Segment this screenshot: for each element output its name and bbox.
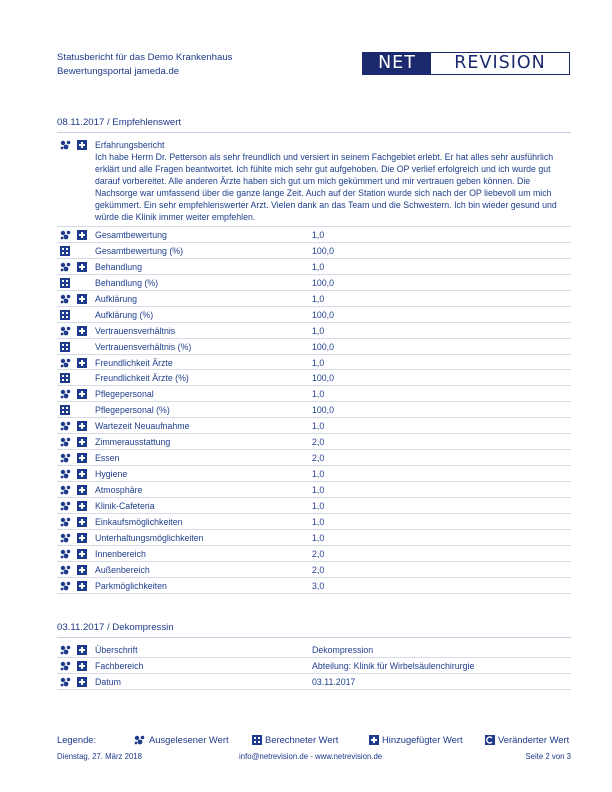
add-icon <box>77 549 87 559</box>
table-row <box>57 259 571 275</box>
table-row <box>57 418 571 434</box>
row-value: Abteilung: Klinik für Wirbelsäulenchirurgie <box>312 660 475 671</box>
row-label: Atmosphäre <box>95 485 143 495</box>
row-label: Hygiene <box>95 469 128 480</box>
add-icon <box>77 453 87 463</box>
table-row <box>57 482 571 498</box>
calculator-icon <box>60 405 70 415</box>
add-icon <box>77 358 87 368</box>
table-row <box>57 578 571 594</box>
row-label: Zimmerausstattung <box>95 437 171 448</box>
row-value: 1,0 <box>312 500 325 511</box>
row-label: Überschrift <box>95 645 138 655</box>
table-row <box>57 227 571 243</box>
row-label: Pflegepersonal (%) <box>95 405 170 416</box>
read-value-icon <box>60 645 72 655</box>
logo-net: NET <box>363 53 431 74</box>
add-icon <box>77 437 87 447</box>
table-row <box>57 450 571 466</box>
report-subtitle: Bewertungsportal jameda.de <box>57 66 180 77</box>
legend-read <box>134 734 229 745</box>
table-row <box>57 243 571 259</box>
add-icon <box>77 326 87 336</box>
read-value-icon <box>60 437 72 447</box>
row-value: 1,0 <box>312 485 325 495</box>
table-row <box>57 402 571 418</box>
row-label: Gesamtbewertung (%) <box>95 245 184 256</box>
calculator-icon <box>60 246 70 256</box>
section-title-2: 03.11.2017 / Dekompressin <box>57 622 174 633</box>
footer-page-number: Seite 2 von 3 <box>525 752 571 761</box>
row-value: 1,0 <box>312 469 325 480</box>
legend-read-label: Ausgelesener Wert <box>149 734 229 745</box>
table-row <box>57 291 571 307</box>
row-value: 2,0 <box>312 437 325 448</box>
row-value: 1,0 <box>312 389 325 400</box>
row-label: Klinik-Cafeteria <box>95 500 155 511</box>
add-icon <box>77 230 87 240</box>
row-value: 100,0 <box>312 373 335 384</box>
calculator-icon <box>252 735 262 745</box>
row-label: Innenbereich <box>95 548 146 559</box>
row-label: Behandlung (%) <box>95 277 159 288</box>
calculator-icon <box>60 278 70 288</box>
read-value-icon <box>60 469 72 479</box>
row-value: 100,0 <box>312 277 335 288</box>
read-value-icon <box>134 735 146 745</box>
row-value: 2,0 <box>312 453 325 464</box>
experience-report-row <box>57 137 571 227</box>
row-label: Freundlichkeit Ärzte <box>95 357 173 368</box>
report-title: Statusbericht für das Demo Krankenhaus <box>57 52 233 63</box>
read-value-icon <box>60 140 72 150</box>
add-icon <box>77 517 87 527</box>
row-label: Pflegepersonal <box>95 389 154 400</box>
row-value: Dekompression <box>312 645 374 655</box>
read-value-icon <box>60 661 72 671</box>
legend-changed <box>485 734 569 745</box>
row-label: Fachbereich <box>95 660 144 671</box>
row-value: 03.11.2017 <box>312 676 356 687</box>
table-row <box>57 642 571 658</box>
table-row <box>57 562 571 578</box>
calculator-icon <box>60 373 70 383</box>
row-value: 1,0 <box>312 421 325 432</box>
table-row <box>57 658 571 674</box>
read-value-icon <box>60 549 72 559</box>
read-value-icon <box>60 581 72 591</box>
row-value: 1,0 <box>312 532 325 543</box>
read-value-icon <box>60 501 72 511</box>
table-row <box>57 275 571 291</box>
logo-revision: REVISION <box>454 53 546 73</box>
row-label: Erfahrungsbericht <box>95 140 165 150</box>
table-row <box>57 498 571 514</box>
experience-report-text: Ich habe Herrn Dr. Petterson als sehr freundlich und versiert in seinem Fachgebiet erlebt. Er hat alles sehr ausführlich erklärt und alle Fragen beantwortet. Ich fühlte mich sehr gut aufgehoben. Die OP verlief erfolgreich und ich wurde gut darauf vorbereitet. Alle anderen Ärzte haben sich gut um mich gekümmert und mir vertrauen geben können. Die Nachsorge war umfassend über die ganze lange Zeit. Auch auf der Station wurde sich nach der OP liebevoll um mich gekümmert. Ein sehr empfehlenswerter Arzt. Vielen dank an das Team und die Schwestern. Ich bin wieder gesund und würde die Klinik immer weiter empfehlen. <box>95 152 557 222</box>
row-label: Unterhaltungsmöglichkeiten <box>95 532 204 543</box>
row-value: 2,0 <box>312 564 325 575</box>
legend-added <box>369 734 463 745</box>
read-value-icon <box>60 677 72 687</box>
section-divider <box>57 637 571 638</box>
changed-icon <box>485 735 495 745</box>
legend-calc-label: Berechneter Wert <box>265 734 339 745</box>
document-header <box>57 51 232 79</box>
row-label: Vertrauensverhältnis <box>95 325 176 336</box>
row-value: 100,0 <box>312 309 335 320</box>
add-icon <box>77 565 87 575</box>
read-value-icon <box>60 262 72 272</box>
read-value-icon <box>60 485 72 495</box>
add-icon <box>77 581 87 591</box>
section-1-rows <box>57 137 571 594</box>
add-icon <box>77 389 87 399</box>
section-2-rows <box>57 642 571 690</box>
read-value-icon <box>60 389 72 399</box>
legend-changed-label: Veränderter Wert <box>498 734 570 745</box>
read-value-icon <box>60 358 72 368</box>
row-label: Aufklärung <box>95 293 138 304</box>
read-value-icon <box>60 453 72 463</box>
section-title-1: 08.11.2017 / Empfehlenswert <box>57 117 182 128</box>
row-label: Gesamtbewertung <box>95 230 167 240</box>
row-label: Vertrauensverhältnis (%) <box>95 341 192 352</box>
read-value-icon <box>60 533 72 543</box>
add-icon <box>77 294 87 304</box>
row-label: Parkmöglichkeiten <box>95 580 167 591</box>
row-value: 100,0 <box>312 245 335 256</box>
row-label: Essen <box>95 453 120 464</box>
table-row <box>57 355 571 371</box>
read-value-icon <box>60 421 72 431</box>
row-label: Aufklärung (%) <box>95 309 154 320</box>
row-label: Außenbereich <box>95 564 150 575</box>
netrevision-logo <box>362 52 570 75</box>
row-value: 1,0 <box>312 293 325 304</box>
add-icon <box>77 661 87 671</box>
legend-calc <box>252 734 338 745</box>
table-row <box>57 514 571 530</box>
add-icon <box>77 262 87 272</box>
table-row <box>57 386 571 402</box>
row-value: 100,0 <box>312 341 335 352</box>
add-icon <box>77 645 87 655</box>
table-row <box>57 530 571 546</box>
footer-contact: info@netrevision.de - www.netrevision.de <box>239 752 383 761</box>
row-value: 100,0 <box>312 405 335 416</box>
add-icon <box>77 421 87 431</box>
row-label: Datum <box>95 676 121 687</box>
add-icon <box>77 485 87 495</box>
add-icon <box>77 140 87 150</box>
table-row <box>57 466 571 482</box>
read-value-icon <box>60 326 72 336</box>
calculator-icon <box>60 310 70 320</box>
footer-date: Dienstag, 27. März 2018 <box>57 752 142 761</box>
add-icon <box>77 533 87 543</box>
add-icon <box>77 501 87 511</box>
table-row <box>57 307 571 323</box>
row-value: 1,0 <box>312 357 325 368</box>
add-icon <box>77 469 87 479</box>
calculator-icon <box>60 342 70 352</box>
row-value: 1,0 <box>312 516 325 527</box>
table-row <box>57 674 571 690</box>
section-divider <box>57 132 571 133</box>
row-value: 1,0 <box>312 230 325 240</box>
add-icon <box>369 735 379 745</box>
row-label: Einkaufsmöglichkeiten <box>95 516 183 527</box>
row-value: 3,0 <box>312 580 325 591</box>
row-value: 1,0 <box>312 261 325 272</box>
read-value-icon <box>60 294 72 304</box>
row-label: Freundlichkeit Ärzte (%) <box>95 373 189 384</box>
legend-added-label: Hinzugefügter Wert <box>382 734 463 745</box>
read-value-icon <box>60 230 72 240</box>
legend <box>57 734 571 748</box>
row-label: Behandlung <box>95 261 142 272</box>
read-value-icon <box>60 565 72 575</box>
add-icon <box>77 677 87 687</box>
row-value: 2,0 <box>312 548 325 559</box>
table-row <box>57 370 571 386</box>
table-row <box>57 434 571 450</box>
table-row <box>57 546 571 562</box>
read-value-icon <box>60 517 72 527</box>
row-value: 1,0 <box>312 325 325 336</box>
table-row <box>57 323 571 339</box>
legend-title: Legende: <box>57 734 97 745</box>
row-label: Wartezeit Neuaufnahme <box>95 421 190 432</box>
table-row <box>57 339 571 355</box>
